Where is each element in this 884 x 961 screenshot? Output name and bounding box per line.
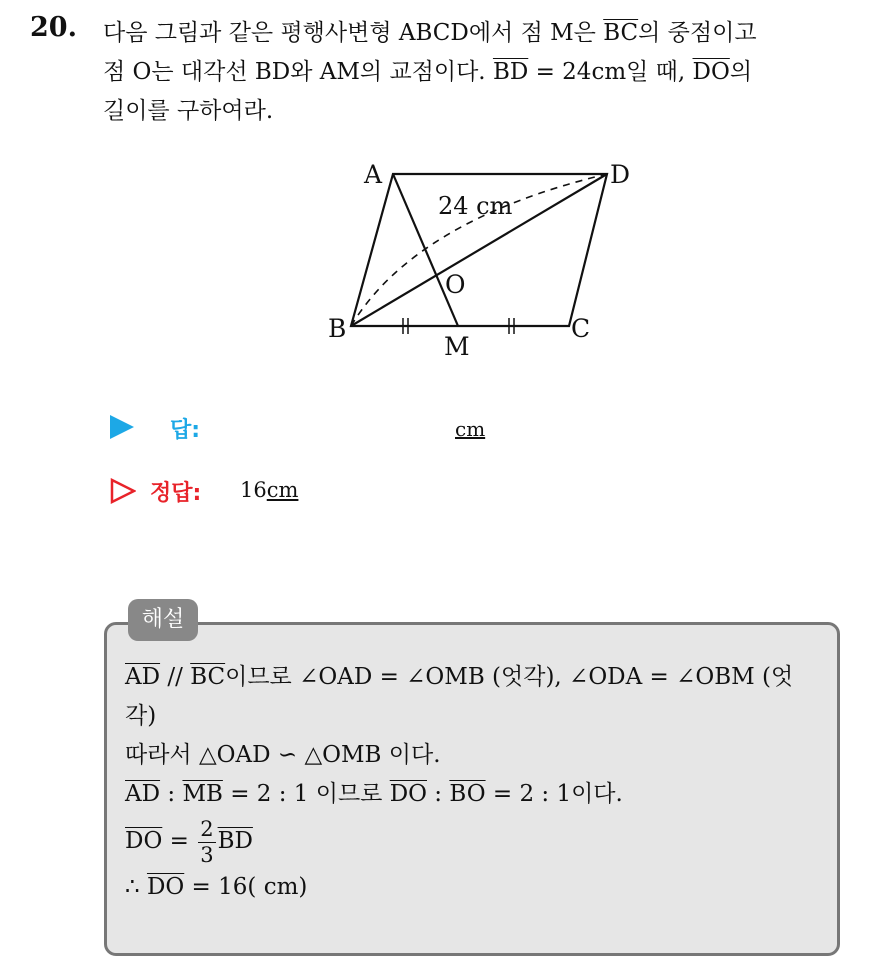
segment-ad: $\overline{AD}$: [125, 781, 161, 807]
solution-label: 정답:: [150, 481, 202, 506]
fraction-numerator: 2: [200, 816, 214, 841]
question-text-part: 의 중점이고: [638, 20, 757, 46]
explanation-part: = 16( cm): [184, 874, 308, 900]
explanation-text: [125, 658, 835, 907]
solution-unit: cm: [266, 478, 299, 502]
question-number: 20.: [30, 12, 77, 43]
explanation-part: = 2 : 1이다.: [485, 781, 623, 807]
explanation-part: :: [427, 781, 450, 807]
question-text: [103, 14, 868, 131]
outline-triangle-icon: [110, 478, 136, 504]
segment-ad: $\overline{AD}$: [125, 664, 161, 690]
segment-bc: $\overline{BC}$: [603, 20, 639, 46]
segment-do: $\overline{DO}$: [146, 874, 185, 900]
parallelogram-figure: [320, 150, 650, 370]
answer-row: [110, 415, 610, 445]
segment-do: $\overline{DO}$: [125, 828, 163, 854]
question-text-part: 점 O는 대각선 BD와 AM의 교점이다.: [103, 59, 493, 85]
fraction-denominator: 3: [200, 842, 214, 867]
segment-do: $\overline{DO}$: [692, 59, 730, 85]
explanation-line-1: [125, 658, 835, 697]
explanation-line-5: [125, 814, 835, 868]
answer-unit: cm: [455, 417, 486, 441]
answer-label: 답:: [170, 418, 201, 443]
segment-bd: $\overline{BD}$: [217, 828, 253, 854]
explanation-part: = 2 : 1 이므로: [222, 781, 390, 807]
explanation-line-6: [125, 868, 835, 907]
explanation-line-4: [125, 775, 835, 814]
label-b: B: [328, 314, 347, 343]
explanation-part: 이므로 ∠OAD = ∠OMB (엇각), ∠ODA = ∠OBM (엇: [225, 664, 794, 690]
label-d: D: [610, 160, 631, 189]
length-label: 24 cm: [438, 192, 513, 220]
solution-value: [240, 478, 298, 502]
label-o: O: [445, 270, 466, 299]
question-text-part: 의: [729, 59, 753, 85]
segment-do: $\overline{DO}$: [389, 781, 427, 807]
explanation-part: :: [160, 781, 183, 807]
question-line-1: [103, 14, 868, 53]
therefore-symbol: ∴: [125, 874, 147, 900]
label-m: M: [444, 332, 470, 361]
solution-number: 16: [240, 478, 267, 502]
question-line-3: 길이를 구하여라.: [103, 98, 274, 124]
segment-bo: $\overline{BO}$: [449, 781, 486, 807]
fraction-two-thirds: [198, 816, 215, 867]
question-text-part: = 24cm일 때,: [528, 59, 693, 85]
label-c: C: [571, 314, 591, 343]
solution-row: [110, 476, 610, 508]
question-text-part: 다음 그림과 같은 평행사변형 ABCD에서 점 M은: [103, 20, 604, 46]
segment-bc: $\overline{BC}$: [190, 664, 226, 690]
question-line-2: [103, 53, 868, 92]
segment-bd: $\overline{BD}$: [492, 59, 529, 85]
explanation-line-3: 따라서 △OAD ∽ △OMB 이다.: [125, 742, 441, 768]
play-triangle-icon: [110, 415, 134, 439]
label-a: A: [364, 160, 383, 189]
explanation-part: //: [160, 664, 191, 690]
explanation-line-2: 각): [125, 703, 157, 729]
explanation-tag: 해설: [128, 599, 198, 641]
segment-mb: $\overline{MB}$: [182, 781, 223, 807]
explanation-part: =: [162, 828, 197, 854]
